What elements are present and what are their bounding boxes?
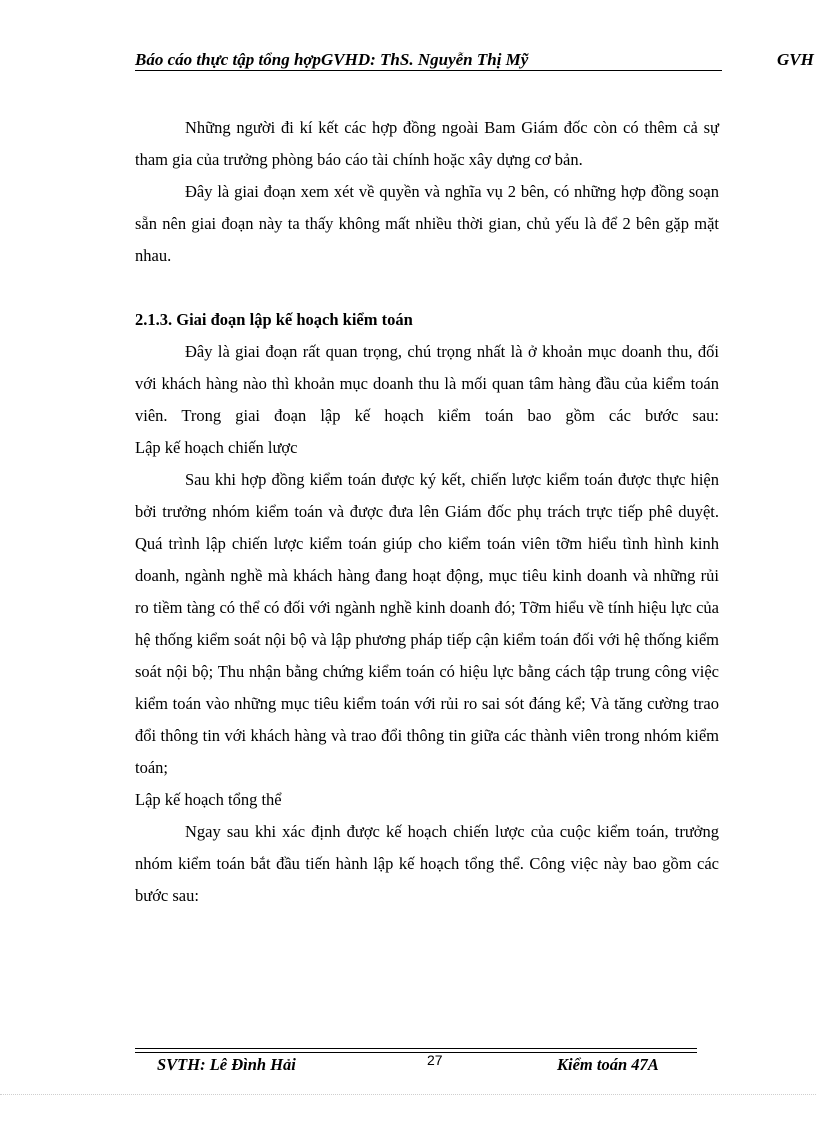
page-body bbox=[135, 112, 719, 912]
footer-rule-bottom bbox=[135, 1052, 697, 1053]
header-advisor-line: Báo cáo thực tập tổng hợpGVHD: ThS. Nguyễn Thị Mỹ bbox=[135, 50, 529, 69]
header-rule bbox=[135, 70, 722, 71]
footer-rule-top bbox=[135, 1048, 697, 1049]
paragraph-signers: Những người đi kí kết các hợp đồng ngoài Bam Giám đốc còn có thêm cả sự tham gia của trưởng phòng báo cáo tài chính hoặc xây dựng cơ bản. bbox=[135, 118, 719, 169]
section-heading-planning: 2.1.3. Giai đoạn lập kế hoạch kiểm toán bbox=[135, 310, 413, 329]
subheading-overall-plan: Lập kế hoạch tổng thể bbox=[135, 790, 282, 809]
paragraph-planning-intro: Đây là giai đoạn rất quan trọng, chú trọng nhất là ở khoản mục doanh thu, đối với khách hàng nào thì khoản mục doanh thu là mối quan tâm hàng đầu của kiểm toán viên. Trong giai đoạn lập kế hoạch kiểm toán bao gồm các bước sau: bbox=[135, 342, 719, 425]
paragraph-overall-plan: Ngay sau khi xác định được kế hoạch chiến lược của cuộc kiểm toán, trưởng nhóm kiểm toán bắt đầu tiến hành lập kế hoạch tổng thể. Công việc này bao gồm các bước sau: bbox=[135, 822, 719, 905]
page-edge-divider bbox=[0, 1094, 816, 1095]
footer-class-name: Kiểm toán 47A bbox=[557, 1055, 659, 1074]
subheading-strategic-plan: Lập kế hoạch chiến lược bbox=[135, 438, 298, 457]
header-overflow-text: GVH bbox=[777, 50, 814, 69]
paragraph-rights-obligations: Đây là giai đoạn xem xét về quyền và nghĩa vụ 2 bên, có những hợp đồng soạn sẵn nên giai đoạn này ta thấy không mất nhiều thời gian, chủ yếu là để 2 bên gặp mặt nhau. bbox=[135, 182, 719, 265]
page-number: 27 bbox=[427, 1052, 443, 1068]
footer-student-name: SVTH: Lê Đình Hải bbox=[157, 1055, 296, 1074]
paragraph-strategic-plan: Sau khi hợp đồng kiểm toán được ký kết, chiến lược kiểm toán được thực hiện bởi trưởng nhóm kiểm toán và được đưa lên Giám đốc phụ trách trực tiếp phê duyệt. Quá trình lập chiến lược kiểm toán giúp cho kiểm toán viên tỡm hiểu tình hình kinh doanh, ngành nghề mà khách hàng đang hoạt động, mục tiêu kinh doanh và những rủi ro tiềm tàng có thể có đối với ngành nghề kinh doanh đó; Tỡm hiểu về tính hiệu lực của hệ thống kiểm soát nội bộ và lập phương pháp tiếp cận kiểm toán đối với hệ thống kiểm soát nội bộ; Thu nhận bằng chứng kiểm toán có hiệu lực bằng cách tập trung công việc kiểm toán vào những mục tiêu kiểm toán với rủi ro sai sót đáng kể; Và tăng cường trao đổi thông tin với khách hàng và trao đổi thông tin giữa các thành viên trong nhóm kiểm toán; bbox=[135, 470, 719, 777]
